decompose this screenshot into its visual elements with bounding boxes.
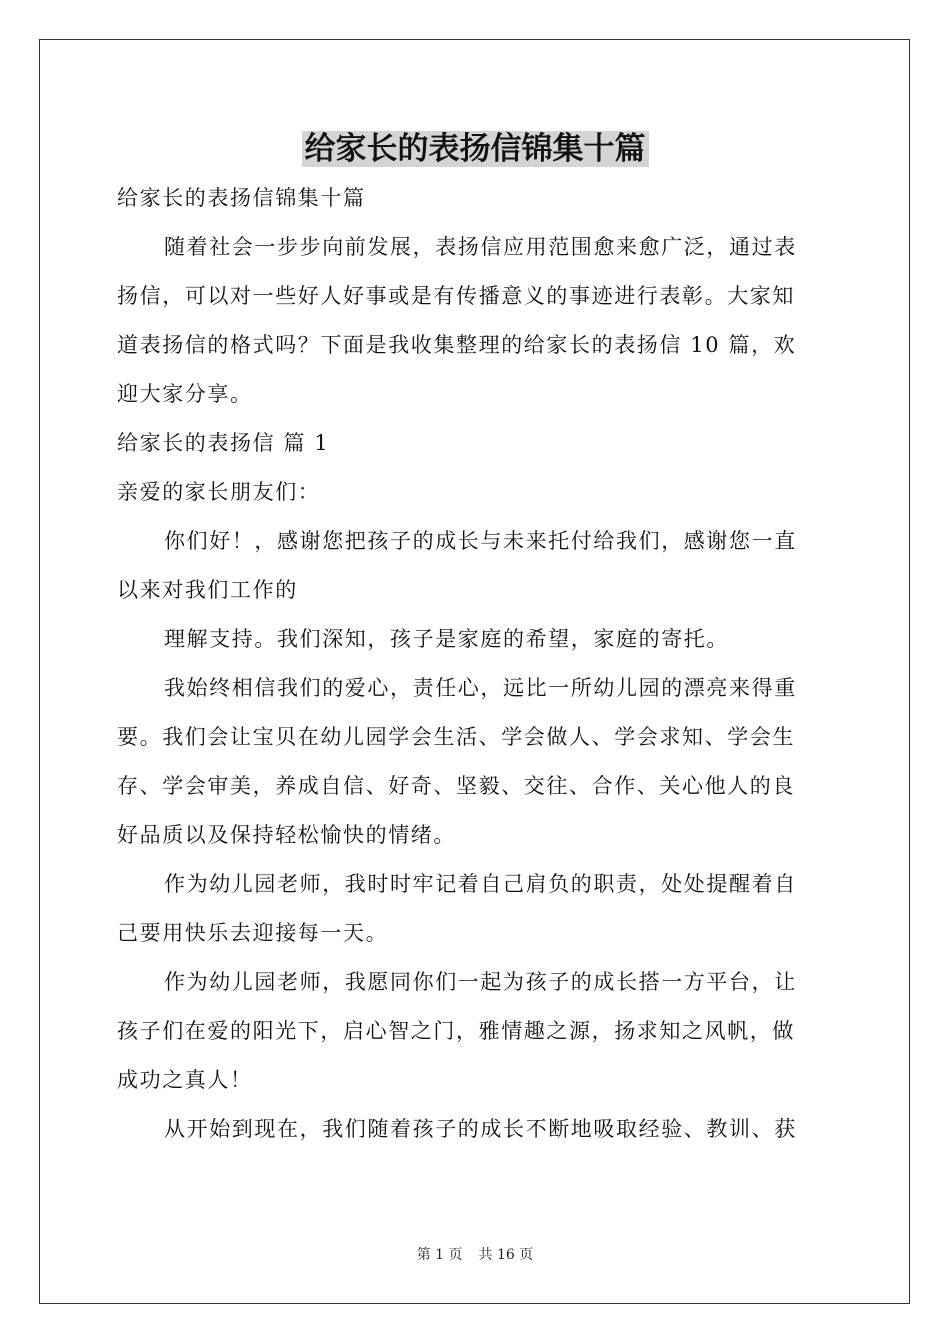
body-line: 要。我们会让宝贝在幼儿园学会生活、学会做人、学会求知、学会生 <box>117 725 795 749</box>
body-line: 理解支持。我们深知，孩子是家庭的希望，家庭的寄托。 <box>164 627 729 651</box>
document-body <box>117 174 833 1154</box>
body-line: 存、学会审美，养成自信、好奇、坚毅、交往、合作、关心他人的良 <box>117 774 795 798</box>
body-line: 孩子们在爱的阳光下，启心智之门，雅情趣之源，扬求知之风帆，做 <box>117 1019 795 1043</box>
body-line: 你们好！，感谢您把孩子的成长与未来托付给我们，感谢您一直 <box>164 529 797 553</box>
salutation: 亲爱的家长朋友们： <box>117 480 321 504</box>
body-line: 扬信，可以对一些好人好事或是有传播意义的事迹进行表彰。大家知 <box>117 284 795 308</box>
document-title <box>0 126 950 172</box>
body-line: 道表扬信的格式吗？下面是我收集整理的给家长的表扬信 10 篇，欢 <box>117 333 797 357</box>
body-line: 成功之真人！ <box>117 1068 253 1092</box>
page-footer <box>0 1245 950 1265</box>
body-line: 迎大家分享。 <box>117 382 253 406</box>
total-pages: 共 16 页 <box>478 1247 534 1263</box>
body-line: 好品质以及保持轻松愉快的情绪。 <box>117 823 456 847</box>
body-line: 己要用快乐去迎接每一天。 <box>117 921 389 945</box>
body-line: 给家长的表扬信锦集十篇 <box>117 186 366 210</box>
body-line: 以来对我们工作的 <box>117 578 298 602</box>
document-title-text: 给家长的表扬信锦集十篇 <box>302 131 649 167</box>
page-number: 第 1 页 <box>416 1247 463 1263</box>
body-line: 作为幼儿园老师，我愿同你们一起为孩子的成长搭一方平台，让 <box>164 970 797 994</box>
body-line: 我始终相信我们的爱心，责任心，远比一所幼儿园的漂亮来得重 <box>164 676 797 700</box>
section-heading: 给家长的表扬信 篇 1 <box>117 431 330 455</box>
body-line: 从开始到现在，我们随着孩子的成长不断地吸取经验、教训、获 <box>164 1117 797 1141</box>
body-line: 随着社会一步步向前发展，表扬信应用范围愈来愈广泛，通过表 <box>164 235 797 259</box>
body-line: 作为幼儿园老师，我时时牢记着自己肩负的职责，处处提醒着自 <box>164 872 797 896</box>
